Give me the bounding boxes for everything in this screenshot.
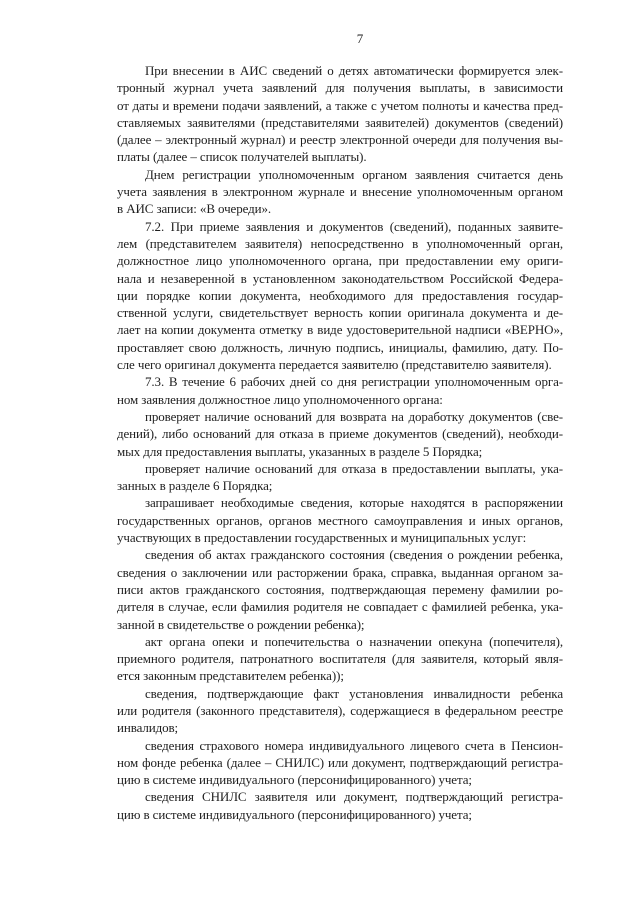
text-line: государственных органов, органов местного самоуправления и иных органов,: [117, 512, 563, 528]
text-line: ции порядке копии документа, необходимого для предоставления государ-: [117, 287, 563, 303]
paragraph: [117, 685, 563, 737]
text-line: мых для предоставления выплаты, указанных в разделе 5 Порядка;: [117, 443, 483, 459]
text-line: ется законным представителем ребенка));: [117, 668, 344, 684]
text-line: должностное лицо уполномоченного органа, при предоставлении ему ориги-: [117, 253, 563, 269]
text-line: дений), либо оснований для отказа в приеме документов (сведений), необходи-: [117, 426, 563, 442]
text-line: ном заявления должностное лицо уполномоченного органа:: [117, 391, 443, 407]
text-line: 7.3. В течение 6 рабочих дней со дня регистрации уполномоченным орга-: [145, 374, 563, 390]
text-line: учета заявления в электронном журнале и внесение уполномоченным органом: [117, 184, 563, 200]
text-line: инвалидов;: [117, 720, 179, 736]
paragraph: [117, 788, 563, 823]
text-line: запрашивает необходимые сведения, которые находятся в распоряжении: [145, 495, 563, 511]
paragraph: [117, 218, 563, 374]
text-line: проверяет наличие оснований для возврата на доработку документов (све-: [145, 408, 563, 424]
paragraph: [117, 166, 563, 218]
text-line: сведения об актах гражданского состояния (сведения о рождении ребенка,: [145, 547, 563, 563]
text-line: сведения, подтверждающие факт установления инвалидности ребенка: [145, 685, 563, 701]
text-line: от даты и времени подачи заявлений, а также с учетом полноты и качества пред-: [117, 97, 563, 113]
text-line: участвующих в предоставлении государственных и муниципальных услуг:: [117, 530, 527, 546]
text-line: сле чего оригинал документа передается заявителю (представителю заявителя).: [117, 357, 552, 373]
text-line: сведения страхового номера индивидуального лицевого счета в Пенсион-: [145, 737, 563, 753]
text-line: приемного родителя, патронатного воспитателя (для заявителя, который явля-: [117, 651, 563, 667]
paragraph: [117, 460, 563, 495]
text-line: лает на копии документа отметку в виде удостоверительной надписи «ВЕРНО»,: [117, 322, 563, 338]
text-line: цию в системе индивидуального (персонифицированного) учета;: [117, 772, 472, 788]
paragraph: [117, 494, 563, 546]
text-line: писи актов гражданского состояния, подтверждающая перемену фамилии ро-: [117, 581, 563, 597]
text-line: занных в разделе 6 Порядка;: [117, 478, 273, 494]
page-number: 7: [356, 31, 364, 46]
text-line: (далее – электронный журнал) и реестр электронной очереди для получения вы-: [117, 132, 563, 148]
text-line: сведения СНИЛС заявителя или документ, подтверждающий регистра-: [145, 789, 563, 805]
paragraph: [117, 633, 563, 685]
text-line: дителя в случае, если фамилия родителя не совпадает с фамилией ребенка, ука-: [117, 599, 563, 615]
text-line: 7.2. При приеме заявления и документов (сведений), поданных заявите-: [145, 218, 563, 234]
text-line: проверяет наличие оснований для отказа в предоставлении выплаты, ука-: [145, 460, 563, 476]
text-line: цию в системе индивидуального (персонифицированного) учета;: [117, 806, 472, 822]
text-line: сведения о заключении или расторжении брака, справка, выданная органом за-: [117, 564, 563, 580]
text-line: занной в свидетельстве о рождении ребенка);: [117, 616, 365, 632]
text-line: или родителя (законного представителя), содержащиеся в федеральном реестре: [117, 702, 563, 718]
text-line: ственной услуги, свидетельствует верность копии оригинала документа и де-: [117, 305, 563, 321]
text-line: проставляет свою должность, личную подпись, инициалы, фамилию, дату. По-: [117, 339, 563, 355]
text-line: акт органа опеки и попечительства о назначении опекуна (попечителя),: [145, 633, 563, 649]
text-line: платы (далее – список получателей выплаты).: [117, 149, 367, 165]
text-line: тронный журнал учета заявлений для получения выплаты, в зависимости: [117, 80, 563, 96]
text-line: лем (представителем заявителя) непосредственно в уполномоченный орган,: [117, 235, 563, 251]
text-line: Днем регистрации уполномоченным органом заявления считается день: [145, 166, 563, 182]
paragraph: [117, 373, 563, 408]
text-line: ном фонде ребенка (далее – СНИЛС) или документ, подтверждающий регистра-: [117, 754, 563, 770]
text-line: ставляемых заявителями (представителями заявителей) документов (сведений): [117, 114, 563, 130]
paragraph: [117, 62, 563, 166]
paragraph: [117, 546, 563, 632]
text-line: в АИС записи: «В очереди».: [117, 201, 272, 217]
document-body: [117, 62, 563, 823]
text-line: При внесении в АИС сведений о детях автоматически формируется элек-: [145, 63, 563, 78]
paragraph: [117, 737, 563, 789]
text-line: нала и незаверенной в установленном законодательством Российской Федера-: [117, 270, 563, 286]
paragraph: [117, 408, 563, 460]
